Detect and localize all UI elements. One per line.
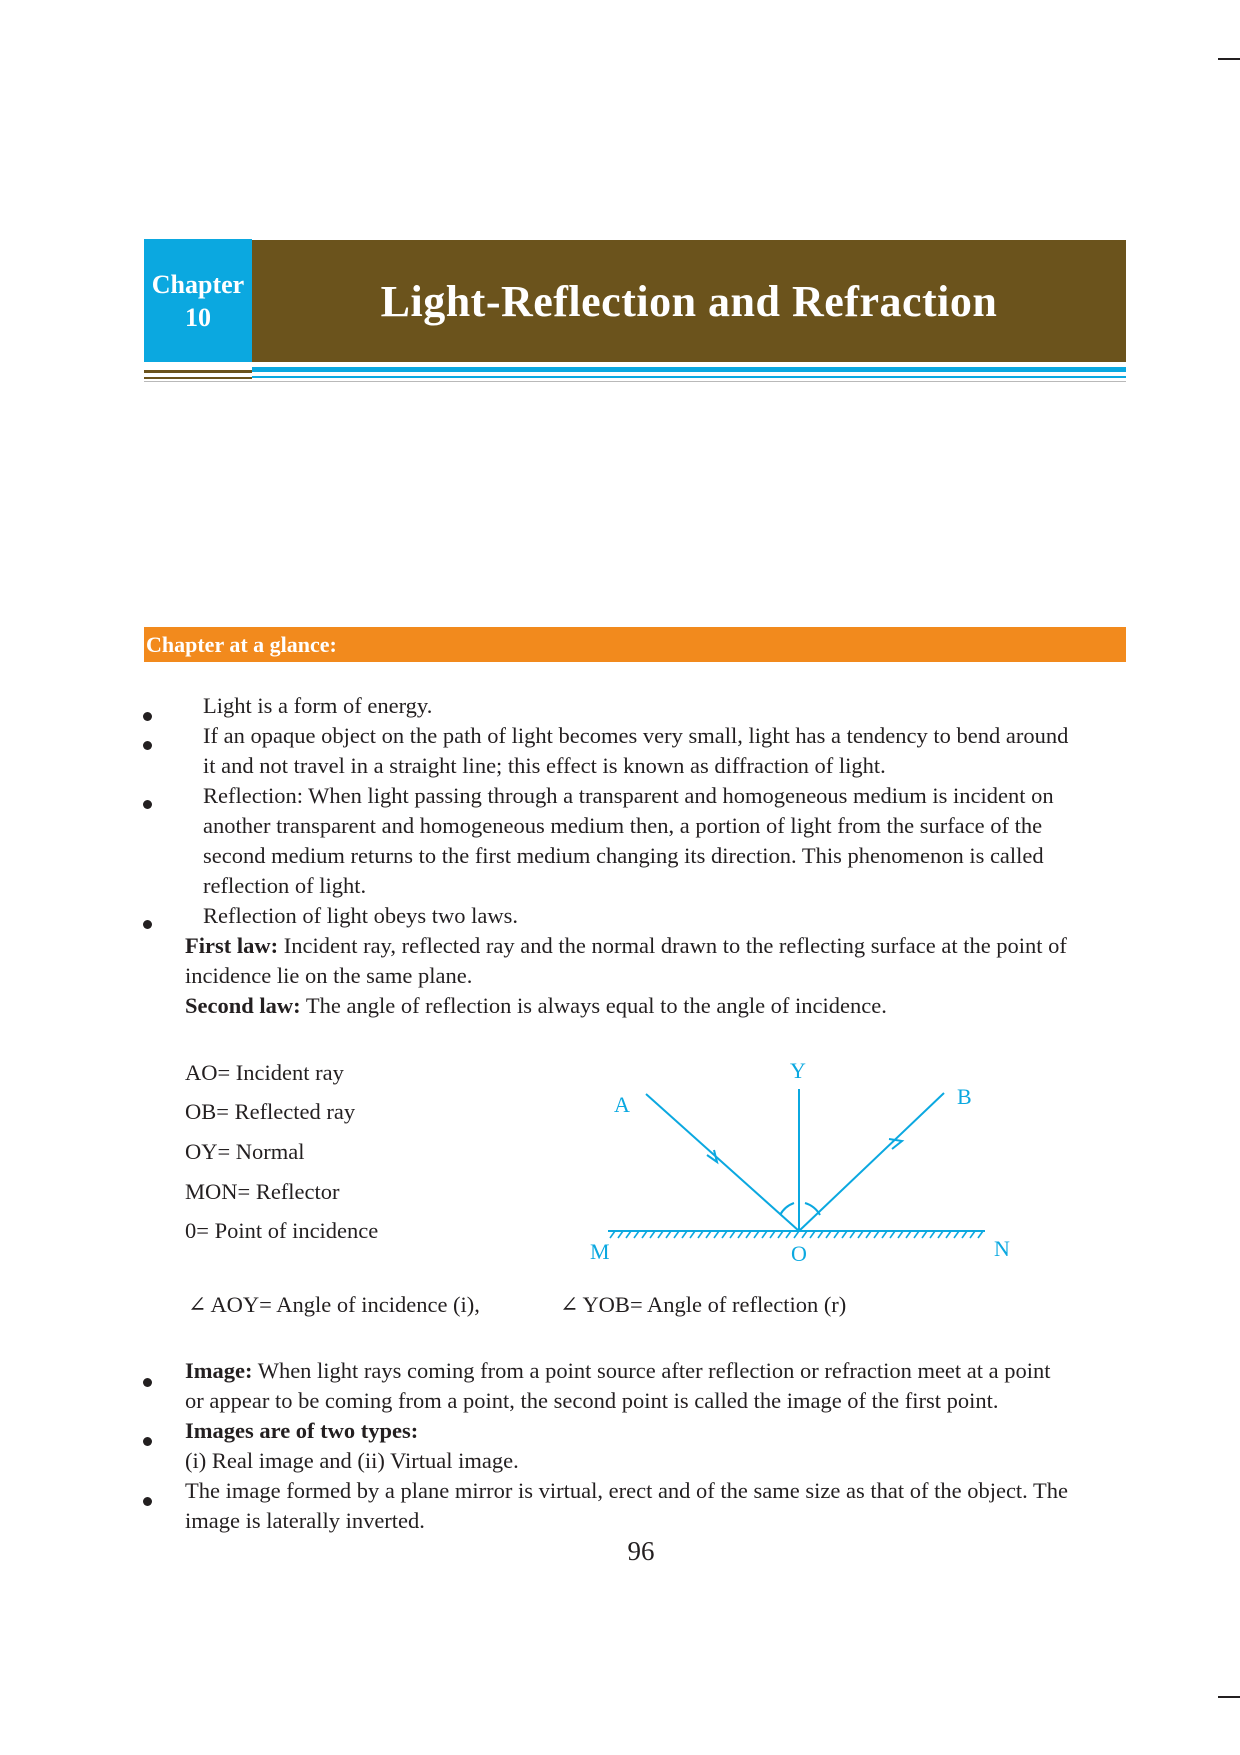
point-reflection-line-4: reflection of light. bbox=[203, 873, 367, 898]
chapter-number-box bbox=[144, 239, 252, 362]
chapter-at-a-glance-banner bbox=[144, 627, 1126, 662]
plane-mirror-line-1: The image formed by a plane mirror is virtual, erect and of the same size as that of the object. The bbox=[185, 1478, 1069, 1503]
angle-reflection-arc bbox=[805, 1203, 820, 1215]
chapter-number: 10 bbox=[185, 302, 211, 332]
image-types-label: Images are of two types: bbox=[185, 1418, 419, 1443]
bullet-1 bbox=[143, 712, 152, 721]
image-definition-line-1 bbox=[185, 1356, 1051, 1386]
label-m: M bbox=[590, 1239, 610, 1264]
crop-mark-bottom bbox=[1218, 1696, 1240, 1698]
label-y: Y bbox=[790, 1058, 806, 1083]
image-definition-line-2: or appear to be coming from a point, the second point is called the image of the first point. bbox=[185, 1388, 999, 1413]
crop-mark-top bbox=[1218, 58, 1240, 60]
bullet-4 bbox=[143, 920, 152, 929]
bullet-3 bbox=[143, 800, 152, 809]
legend-reflected-ray: OB= Reflected ray bbox=[185, 1099, 356, 1124]
second-law-text: The angle of reflection is always equal to the angle of incidence. bbox=[300, 993, 887, 1018]
header-rule-brown bbox=[144, 370, 252, 373]
angle-icon: ∠ bbox=[560, 1292, 579, 1317]
point-diffraction-line-2: it and not travel in a straight line; this effect is known as diffraction of light. bbox=[203, 753, 886, 778]
point-reflection-line-3: second medium returns to the first medium changing its direction. This phenomenon is called bbox=[203, 843, 1044, 868]
image-types: (i) Real image and (ii) Virtual image. bbox=[185, 1448, 519, 1473]
legend-reflector: MON= Reflector bbox=[185, 1179, 340, 1204]
plane-mirror-line-2: image is laterally inverted. bbox=[185, 1508, 425, 1533]
second-law bbox=[185, 991, 887, 1021]
header-rule-blue-thin bbox=[252, 376, 1126, 378]
point-energy: Light is a form of energy. bbox=[203, 693, 433, 718]
reflected-ray-ob bbox=[799, 1093, 944, 1231]
point-diffraction-line-1: If an opaque object on the path of light becomes very small, light has a tendency to bend around bbox=[203, 723, 1069, 748]
image-label: Image: bbox=[185, 1358, 253, 1383]
chapter-word: Chapter bbox=[151, 269, 245, 299]
first-law-label: First law: bbox=[185, 933, 279, 958]
image-definition-text: When light rays coming from a point source after reflection or refraction meet at a point bbox=[252, 1358, 1051, 1383]
header-rule-grey bbox=[144, 381, 1126, 382]
angle-incidence-arc bbox=[780, 1203, 794, 1215]
label-o: O bbox=[791, 1241, 807, 1266]
point-reflection-line-1: Reflection: When light passing through a transparent and homogeneous medium is incident on bbox=[203, 783, 1054, 808]
second-law-label: Second law: bbox=[185, 993, 301, 1018]
incident-ray-ao bbox=[646, 1094, 799, 1231]
first-law-text: Incident ray, reflected ray and the normal drawn to the reflecting surface at the point of bbox=[278, 933, 1067, 958]
legend-incident-ray: AO= Incident ray bbox=[185, 1060, 344, 1085]
bullet-5 bbox=[143, 1378, 152, 1387]
label-b: B bbox=[957, 1084, 972, 1109]
image-types-heading bbox=[185, 1416, 418, 1446]
first-law-line-2: incidence lie on the same plane. bbox=[185, 963, 473, 988]
bullet-2 bbox=[143, 741, 152, 750]
glance-heading: Chapter at a glance: bbox=[146, 632, 337, 657]
mirror-hatching bbox=[610, 1231, 983, 1238]
point-two-laws: Reflection of light obeys two laws. bbox=[203, 903, 518, 928]
label-a: A bbox=[614, 1092, 630, 1117]
angle-of-incidence bbox=[188, 1290, 480, 1320]
page-number: 96 bbox=[627, 1536, 655, 1566]
angle-of-reflection-text: YOB= Angle of reflection (r) bbox=[582, 1292, 847, 1317]
reflection-diagram bbox=[580, 1045, 1020, 1275]
angle-of-incidence-text: AOY= Angle of incidence (i), bbox=[210, 1292, 480, 1317]
point-reflection-line-2: another transparent and homogeneous medium then, a portion of light from the surface of the bbox=[203, 813, 1043, 838]
header-rule-brown-thin bbox=[144, 377, 252, 379]
angle-icon: ∠ bbox=[188, 1292, 207, 1317]
bullet-7 bbox=[143, 1497, 152, 1506]
angle-of-reflection bbox=[560, 1290, 846, 1320]
bullet-6 bbox=[143, 1437, 152, 1446]
chapter-title-bar bbox=[252, 240, 1126, 362]
header-rule-blue bbox=[252, 367, 1126, 372]
label-n: N bbox=[994, 1236, 1010, 1261]
legend-point-of-incidence: 0= Point of incidence bbox=[185, 1218, 379, 1243]
legend-normal: OY= Normal bbox=[185, 1139, 305, 1164]
chapter-title: Light-Reflection and Refraction bbox=[380, 276, 998, 326]
first-law-line-1 bbox=[185, 931, 1067, 961]
